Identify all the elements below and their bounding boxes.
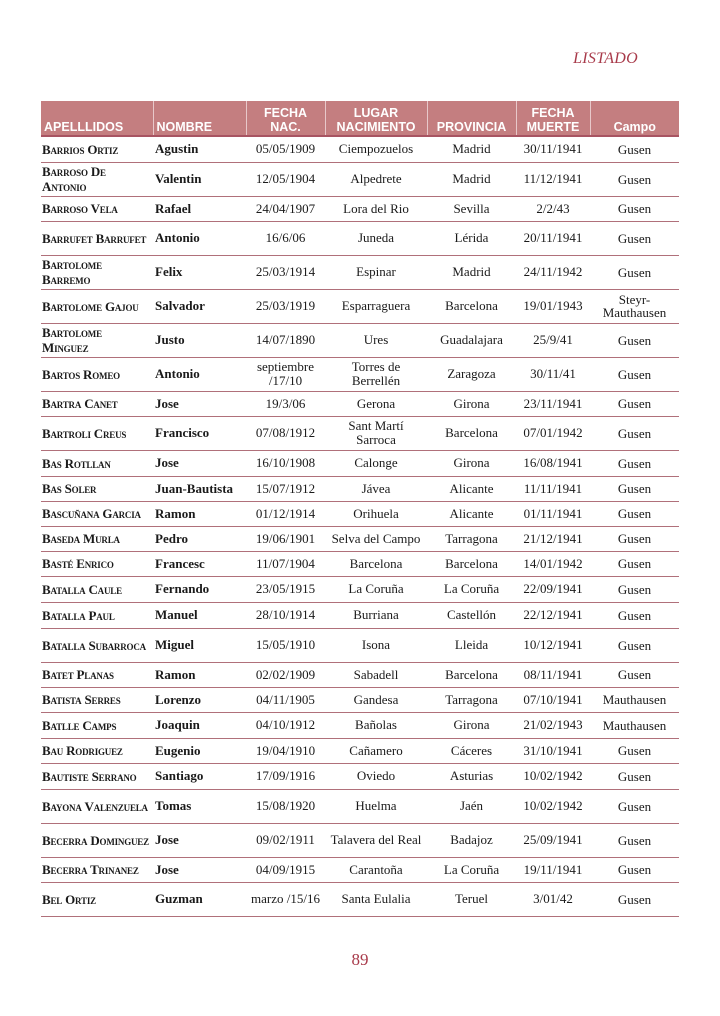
cell-campo: Gusen [590,136,679,162]
table-row [41,450,679,476]
cell-apellidos: Bartroli Creus [41,416,153,450]
header-fecha-nac: FECHA NAC. [246,101,325,136]
cell-lugar-nacimiento: Selva del Campo [325,526,427,551]
cell-nombre: Antonio [153,357,246,391]
cell-fecha-nac: marzo /15/16 [246,882,325,916]
cell-fecha-nac: 15/08/1920 [246,789,325,823]
header-nombre: NOMBRE [153,101,246,136]
cell-provincia: Girona [427,712,516,738]
cell-lugar-nacimiento: Isona [325,628,427,662]
cell-fecha-nac: 15/07/1912 [246,476,325,501]
cell-campo: Gusen [590,526,679,551]
cell-nombre: Tomas [153,789,246,823]
cell-campo: Gusen [590,196,679,221]
table-row [41,712,679,738]
cell-provincia: Alicante [427,476,516,501]
cell-apellidos: Barrios Ortiz [41,136,153,162]
cell-apellidos: Bas Rotllan [41,450,153,476]
cell-nombre: Santiago [153,763,246,789]
cell-campo: Gusen [590,576,679,602]
table-row [41,551,679,576]
cell-lugar-nacimiento: Ures [325,323,427,357]
cell-campo: Gusen [590,738,679,763]
cell-apellidos: Bartra Canet [41,391,153,416]
cell-lugar-nacimiento: Oviedo [325,763,427,789]
table-row [41,576,679,602]
table-row [41,136,679,162]
cell-fecha-nac: 15/05/1910 [246,628,325,662]
cell-fecha-muerte: 21/12/1941 [516,526,590,551]
cell-apellidos: Batlle Camps [41,712,153,738]
cell-fecha-nac: 16/10/1908 [246,450,325,476]
table-row [41,255,679,289]
cell-fecha-muerte: 25/09/1941 [516,823,590,857]
cell-apellidos: Batalla Caule [41,576,153,602]
cell-provincia: Madrid [427,255,516,289]
cell-lugar-nacimiento: Sabadell [325,662,427,687]
cell-provincia: Lérida [427,221,516,255]
table-row [41,196,679,221]
cell-provincia: Cáceres [427,738,516,763]
cell-provincia: Barcelona [427,662,516,687]
cell-fecha-muerte: 20/11/1941 [516,221,590,255]
cell-provincia: La Coruña [427,576,516,602]
cell-campo: Gusen [590,416,679,450]
cell-campo: Gusen [590,823,679,857]
cell-campo: Gusen [590,551,679,576]
cell-nombre: Fernando [153,576,246,602]
cell-lugar-nacimiento: Bañolas [325,712,427,738]
cell-apellidos: Batalla Paul [41,602,153,628]
cell-nombre: Francisco [153,416,246,450]
cell-lugar-nacimiento: Orihuela [325,501,427,526]
cell-fecha-muerte: 25/9/41 [516,323,590,357]
cell-fecha-nac: 07/08/1912 [246,416,325,450]
cell-lugar-nacimiento: Lora del Rio [325,196,427,221]
cell-apellidos: Becerra Dominguez [41,823,153,857]
cell-apellidos: Bas Soler [41,476,153,501]
cell-fecha-muerte: 3/01/42 [516,882,590,916]
cell-provincia: Jaén [427,789,516,823]
table-row [41,416,679,450]
cell-fecha-nac: septiembre /17/10 [246,357,325,391]
table-row [41,357,679,391]
cell-provincia: Barcelona [427,289,516,323]
cell-apellidos: Bau Rodriguez [41,738,153,763]
table-row [41,526,679,551]
header-apellidos: APELLLIDOS [41,101,153,136]
cell-campo: Gusen [590,323,679,357]
cell-fecha-nac: 25/03/1919 [246,289,325,323]
cell-fecha-nac: 04/10/1912 [246,712,325,738]
cell-nombre: Jose [153,857,246,882]
cell-provincia: Girona [427,450,516,476]
cell-fecha-muerte: 30/11/41 [516,357,590,391]
cell-campo: Mauthausen [590,687,679,712]
cell-fecha-nac: 04/09/1915 [246,857,325,882]
cell-nombre: Jose [153,823,246,857]
cell-fecha-muerte: 22/12/1941 [516,602,590,628]
table-header-row [41,101,679,136]
cell-lugar-nacimiento: Alpedrete [325,162,427,196]
cell-nombre: Valentin [153,162,246,196]
cell-fecha-muerte: 08/11/1941 [516,662,590,687]
cell-fecha-muerte: 11/12/1941 [516,162,590,196]
cell-nombre: Ramon [153,662,246,687]
cell-lugar-nacimiento: Gandesa [325,687,427,712]
cell-nombre: Justo [153,323,246,357]
cell-campo: Gusen [590,628,679,662]
cell-fecha-muerte: 30/11/1941 [516,136,590,162]
cell-campo: Gusen [590,450,679,476]
cell-fecha-nac: 17/09/1916 [246,763,325,789]
table-row [41,857,679,882]
cell-apellidos: Barroso De Antonio [41,162,153,196]
cell-provincia: Alicante [427,501,516,526]
cell-apellidos: Barrufet Barrufet [41,221,153,255]
cell-provincia: La Coruña [427,857,516,882]
cell-nombre: Juan-Bautista [153,476,246,501]
table-row [41,221,679,255]
cell-nombre: Lorenzo [153,687,246,712]
cell-fecha-nac: 23/05/1915 [246,576,325,602]
cell-apellidos: Batet Planas [41,662,153,687]
table-row [41,763,679,789]
running-head: LISTADO [573,50,638,67]
cell-lugar-nacimiento: Gerona [325,391,427,416]
cell-fecha-nac: 16/6/06 [246,221,325,255]
cell-nombre: Rafael [153,196,246,221]
table-row [41,162,679,196]
cell-fecha-muerte: 24/11/1942 [516,255,590,289]
cell-campo: Gusen [590,162,679,196]
cell-fecha-nac: 04/11/1905 [246,687,325,712]
table-row [41,391,679,416]
cell-nombre: Ramon [153,501,246,526]
cell-nombre: Jose [153,450,246,476]
cell-nombre: Salvador [153,289,246,323]
cell-campo: Steyr-Mauthausen [590,289,679,323]
header-campo: Campo [590,101,679,136]
cell-lugar-nacimiento: Carantoña [325,857,427,882]
cell-provincia: Zaragoza [427,357,516,391]
cell-apellidos: Bautiste Serrano [41,763,153,789]
table-row [41,289,679,323]
cell-fecha-muerte: 10/02/1942 [516,763,590,789]
cell-campo: Gusen [590,357,679,391]
cell-fecha-muerte: 31/10/1941 [516,738,590,763]
cell-fecha-nac: 12/05/1904 [246,162,325,196]
cell-campo: Gusen [590,602,679,628]
cell-nombre: Felix [153,255,246,289]
cell-lugar-nacimiento: Barcelona [325,551,427,576]
cell-fecha-muerte: 07/10/1941 [516,687,590,712]
cell-nombre: Antonio [153,221,246,255]
cell-fecha-nac: 19/06/1901 [246,526,325,551]
table-row [41,323,679,357]
cell-lugar-nacimiento: Talavera del Real [325,823,427,857]
cell-fecha-nac: 14/07/1890 [246,323,325,357]
cell-lugar-nacimiento: Espinar [325,255,427,289]
table-row [41,789,679,823]
cell-fecha-muerte: 22/09/1941 [516,576,590,602]
cell-fecha-muerte: 19/11/1941 [516,857,590,882]
table-row [41,687,679,712]
cell-lugar-nacimiento: Calonge [325,450,427,476]
cell-lugar-nacimiento: Torres de Berrellén [325,357,427,391]
cell-provincia: Tarragona [427,526,516,551]
cell-nombre: Joaquin [153,712,246,738]
cell-fecha-muerte: 10/02/1942 [516,789,590,823]
cell-fecha-nac: 09/02/1911 [246,823,325,857]
cell-apellidos: Becerra Trinanez [41,857,153,882]
cell-nombre: Jose [153,391,246,416]
cell-fecha-nac: 05/05/1909 [246,136,325,162]
cell-fecha-nac: 25/03/1914 [246,255,325,289]
cell-provincia: Girona [427,391,516,416]
cell-campo: Gusen [590,501,679,526]
cell-apellidos: Bartolome Minguez [41,323,153,357]
cell-provincia: Barcelona [427,551,516,576]
cell-lugar-nacimiento: La Coruña [325,576,427,602]
cell-fecha-nac: 19/04/1910 [246,738,325,763]
cell-nombre: Miguel [153,628,246,662]
cell-nombre: Pedro [153,526,246,551]
cell-fecha-nac: 24/04/1907 [246,196,325,221]
header-lugar-nacimiento: LUGAR NACIMIENTO [325,101,427,136]
cell-lugar-nacimiento: Cañamero [325,738,427,763]
cell-campo: Gusen [590,763,679,789]
cell-campo: Gusen [590,857,679,882]
cell-fecha-nac: 11/07/1904 [246,551,325,576]
cell-nombre: Eugenio [153,738,246,763]
cell-apellidos: Bel Ortiz [41,882,153,916]
table-body [41,136,679,916]
cell-provincia: Lleida [427,628,516,662]
table-row [41,628,679,662]
cell-lugar-nacimiento: Santa Eulalia [325,882,427,916]
cell-fecha-muerte: 19/01/1943 [516,289,590,323]
table-row [41,662,679,687]
cell-campo: Gusen [590,476,679,501]
cell-fecha-muerte: 14/01/1942 [516,551,590,576]
table-row [41,602,679,628]
cell-campo: Gusen [590,882,679,916]
cell-apellidos: Batista Serres [41,687,153,712]
cell-nombre: Manuel [153,602,246,628]
cell-fecha-nac: 19/3/06 [246,391,325,416]
table-row [41,476,679,501]
cell-campo: Gusen [590,391,679,416]
header-fecha-muerte: FECHA MUERTE [516,101,590,136]
cell-provincia: Badajoz [427,823,516,857]
cell-apellidos: Bartolome Barremo [41,255,153,289]
deportees-table [41,101,679,917]
cell-lugar-nacimiento: Jávea [325,476,427,501]
cell-fecha-muerte: 07/01/1942 [516,416,590,450]
cell-fecha-muerte: 23/11/1941 [516,391,590,416]
cell-provincia: Madrid [427,136,516,162]
table-row [41,823,679,857]
cell-provincia: Tarragona [427,687,516,712]
cell-provincia: Barcelona [427,416,516,450]
cell-provincia: Teruel [427,882,516,916]
cell-campo: Gusen [590,662,679,687]
cell-apellidos: Batalla Subarroca [41,628,153,662]
cell-provincia: Guadalajara [427,323,516,357]
cell-fecha-muerte: 16/08/1941 [516,450,590,476]
cell-apellidos: Bascuñana Garcia [41,501,153,526]
cell-apellidos: Basté Enrico [41,551,153,576]
table-row [41,738,679,763]
cell-apellidos: Bartolome Gajou [41,289,153,323]
cell-campo: Gusen [590,221,679,255]
cell-apellidos: Bayona Valenzuela [41,789,153,823]
cell-campo: Gusen [590,789,679,823]
cell-fecha-nac: 02/02/1909 [246,662,325,687]
cell-fecha-muerte: 2/2/43 [516,196,590,221]
cell-fecha-nac: 01/12/1914 [246,501,325,526]
cell-nombre: Francesc [153,551,246,576]
cell-fecha-nac: 28/10/1914 [246,602,325,628]
cell-nombre: Guzman [153,882,246,916]
cell-provincia: Madrid [427,162,516,196]
header-provincia: PROVINCIA [427,101,516,136]
cell-lugar-nacimiento: Ciempozuelos [325,136,427,162]
table-row [41,882,679,916]
table-row [41,501,679,526]
cell-campo: Gusen [590,255,679,289]
cell-fecha-muerte: 21/02/1943 [516,712,590,738]
cell-nombre: Agustin [153,136,246,162]
cell-lugar-nacimiento: Juneda [325,221,427,255]
cell-lugar-nacimiento: Sant Martí Sarroca [325,416,427,450]
cell-provincia: Castellón [427,602,516,628]
cell-lugar-nacimiento: Esparraguera [325,289,427,323]
cell-provincia: Sevilla [427,196,516,221]
cell-apellidos: Bartos Romeo [41,357,153,391]
page-number: 89 [351,950,369,969]
cell-fecha-muerte: 10/12/1941 [516,628,590,662]
cell-lugar-nacimiento: Huelma [325,789,427,823]
cell-lugar-nacimiento: Burriana [325,602,427,628]
cell-provincia: Asturias [427,763,516,789]
cell-fecha-muerte: 11/11/1941 [516,476,590,501]
cell-apellidos: Baseda Murla [41,526,153,551]
cell-campo: Mauthausen [590,712,679,738]
cell-apellidos: Barroso Vela [41,196,153,221]
cell-fecha-muerte: 01/11/1941 [516,501,590,526]
